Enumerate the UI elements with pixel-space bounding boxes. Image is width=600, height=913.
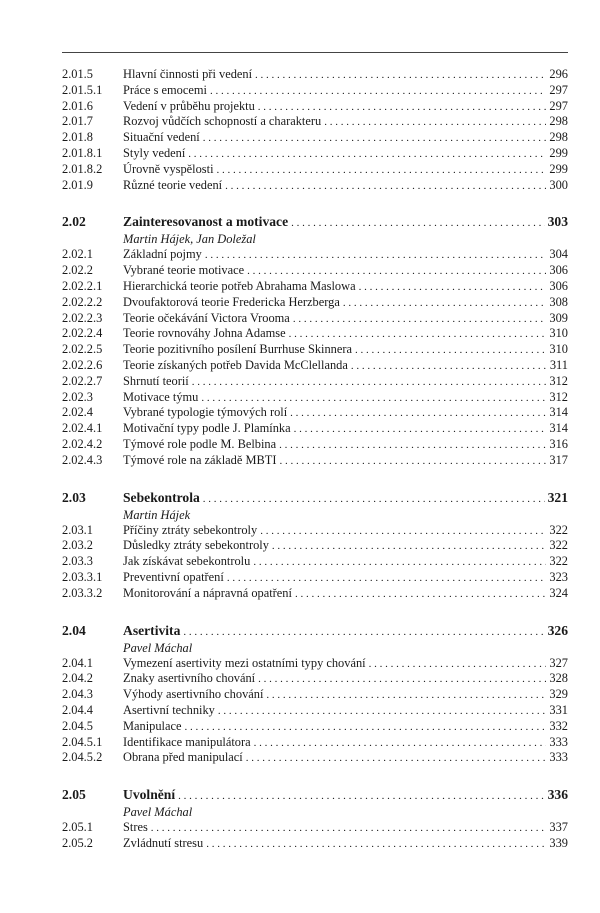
entry-number: 2.02.4.3 — [62, 452, 103, 467]
section-page-number: 321 — [547, 489, 568, 505]
dot-leader — [246, 751, 547, 767]
entry-page-number: 324 — [549, 585, 568, 600]
entry-page-number: 297 — [549, 98, 568, 113]
entry-title: Manipulace — [123, 718, 182, 733]
dot-leader — [359, 280, 547, 296]
dot-leader — [227, 571, 547, 587]
toc-entry — [62, 523, 568, 539]
toc-entry — [62, 311, 568, 327]
entry-title: Teorie rovnováhy Johna Adamse — [123, 326, 286, 341]
entry-page-number: 333 — [549, 734, 568, 749]
toc-entry — [62, 263, 568, 279]
toc-entry — [62, 342, 568, 358]
entry-title: Znaky asertivního chování — [123, 671, 256, 686]
section-spacer — [62, 766, 568, 786]
entry-title: Obrana před manipulací — [123, 750, 243, 765]
entry-number: 2.01.6 — [62, 98, 93, 113]
entry-title: Týmové role podle M. Belbina — [123, 436, 277, 451]
entry-number: 2.02.4.1 — [62, 421, 103, 436]
dot-leader — [253, 555, 546, 571]
entry-page-number: 339 — [549, 835, 568, 850]
entry-title: Vedení v průběhu projektu — [123, 98, 255, 113]
entry-number: 2.03.2 — [62, 538, 93, 553]
dot-leader — [272, 539, 547, 555]
entry-page-number: 300 — [549, 177, 568, 192]
entry-page-number: 322 — [549, 554, 568, 569]
entry-title: Motivační typy podle J. Plamínka — [123, 421, 291, 436]
entry-page-number: 299 — [549, 145, 568, 160]
section-number: 2.04 — [62, 622, 86, 638]
entry-title: Situační vedení — [123, 130, 200, 145]
dot-leader — [324, 115, 546, 131]
dot-leader — [258, 100, 547, 116]
dot-leader — [151, 821, 547, 837]
entry-page-number: 306 — [549, 278, 568, 293]
section-number: 2.05 — [62, 787, 86, 803]
entry-title: Úrovně vyspělosti — [123, 161, 214, 176]
section-author: Pavel Máchal — [123, 805, 193, 820]
toc-entry — [62, 735, 568, 751]
entry-number: 2.02.2.7 — [62, 373, 103, 388]
entry-number: 2.01.5 — [62, 67, 93, 81]
section-number: 2.02 — [62, 214, 86, 230]
section-page-number: 326 — [547, 622, 568, 638]
dot-leader — [183, 623, 544, 641]
toc-entry — [62, 67, 568, 83]
dot-leader — [210, 84, 546, 100]
entry-page-number: 322 — [549, 538, 568, 553]
section-author-row — [62, 231, 568, 247]
entry-page-number: 333 — [549, 750, 568, 765]
section-spacer — [62, 469, 568, 489]
toc-entry — [62, 750, 568, 766]
entry-number: 2.05.2 — [62, 835, 93, 850]
toc-entry — [62, 719, 568, 735]
toc-entry — [62, 295, 568, 311]
entry-number: 2.01.5.1 — [62, 82, 103, 97]
entry-page-number: 310 — [549, 342, 568, 357]
entry-page-number: 323 — [549, 569, 568, 584]
entry-title: Dvoufaktorová teorie Fredericka Herzberga — [123, 294, 340, 309]
toc-entry — [62, 83, 568, 99]
entry-title: Vymezení asertivity mezi ostatními typy chování — [123, 655, 366, 670]
dot-leader — [203, 490, 545, 508]
entry-page-number: 312 — [549, 373, 568, 388]
dot-leader — [201, 391, 546, 407]
entry-page-number: 297 — [549, 82, 568, 97]
entry-page-number: 296 — [549, 67, 568, 81]
entry-title: Jak získávat sebekontrolu — [123, 554, 251, 569]
entry-number: 2.04.5.2 — [62, 750, 103, 765]
dot-leader — [294, 422, 547, 438]
section-title: Asertivita — [123, 622, 181, 638]
entry-number: 2.03.3.2 — [62, 585, 103, 600]
toc-entry — [62, 405, 568, 421]
dot-leader — [260, 524, 546, 540]
dot-leader — [255, 68, 546, 84]
entry-page-number: 337 — [549, 820, 568, 835]
entry-page-number: 306 — [549, 263, 568, 278]
dot-leader — [185, 720, 547, 736]
section-page-number: 336 — [547, 787, 568, 803]
toc-entry — [62, 247, 568, 263]
toc-entry — [62, 836, 568, 852]
author-indent — [62, 640, 123, 656]
toc-entry — [62, 178, 568, 194]
entry-number: 2.03.3 — [62, 554, 93, 569]
entry-title: Identifikace manipulátora — [123, 734, 251, 749]
section-heading — [62, 786, 568, 804]
entry-page-number: 329 — [549, 687, 568, 702]
entry-title: Monitorování a nápravná opatření — [123, 585, 292, 600]
dot-leader — [247, 264, 546, 280]
entry-page-number: 309 — [549, 310, 568, 325]
entry-number: 2.02.2.5 — [62, 342, 103, 357]
entry-number: 2.01.7 — [62, 114, 93, 129]
entry-page-number: 308 — [549, 294, 568, 309]
entry-number: 2.03.1 — [62, 522, 93, 537]
entry-number: 2.05.1 — [62, 820, 93, 835]
toc-entry — [62, 114, 568, 130]
entry-page-number: 310 — [549, 326, 568, 341]
dot-leader — [218, 704, 547, 720]
section-author-row — [62, 507, 568, 523]
dot-leader — [178, 787, 544, 805]
toc-entry — [62, 146, 568, 162]
dot-leader — [266, 688, 546, 704]
entry-title: Motivace týmu — [123, 389, 199, 404]
dot-leader — [355, 343, 546, 359]
entry-title: Teorie pozitivního posílení Burrhuse Skinnera — [123, 342, 353, 357]
author-indent — [62, 507, 123, 523]
entry-title: Stres — [123, 820, 148, 835]
toc-entry — [62, 671, 568, 687]
toc-entry — [62, 453, 568, 469]
dot-leader — [203, 131, 547, 147]
entry-page-number: 311 — [549, 357, 568, 372]
dot-leader — [188, 147, 546, 163]
entry-page-number: 331 — [549, 702, 568, 717]
entry-title: Hlavní činnosti při vedení — [123, 67, 253, 81]
entry-page-number: 332 — [549, 718, 568, 733]
entry-number: 2.04.5 — [62, 718, 93, 733]
author-indent — [62, 804, 123, 820]
author-indent — [62, 231, 123, 247]
dot-leader — [290, 406, 546, 422]
dot-leader — [254, 736, 547, 752]
section-author: Pavel Máchal — [123, 640, 193, 655]
section-title: Sebekontrola — [123, 489, 200, 505]
section-heading — [62, 489, 568, 507]
entry-number: 2.02.4.2 — [62, 436, 103, 451]
entry-number: 2.04.3 — [62, 687, 93, 702]
entry-number: 2.03.3.1 — [62, 569, 103, 584]
entry-page-number: 316 — [549, 436, 568, 451]
entry-number: 2.04.4 — [62, 702, 93, 717]
entry-title: Styly vedení — [123, 145, 186, 160]
entry-number: 2.02.2.2 — [62, 294, 103, 309]
entry-title: Asertivní techniky — [123, 702, 215, 717]
dot-leader — [205, 248, 547, 264]
section-heading — [62, 622, 568, 640]
section-spacer — [62, 193, 568, 213]
toc-entry — [62, 99, 568, 115]
toc-entry — [62, 130, 568, 146]
section-title: Zainteresovanost a motivace — [123, 214, 289, 230]
dot-leader — [289, 327, 547, 343]
entry-number: 2.04.1 — [62, 655, 93, 670]
entry-page-number: 328 — [549, 671, 568, 686]
section-author-row — [62, 804, 568, 820]
entry-title: Základní pojmy — [123, 247, 202, 262]
entry-number: 2.01.8 — [62, 130, 93, 145]
entry-title: Rozvoj vůdčích schopností a charakteru — [123, 114, 322, 129]
dot-leader — [279, 454, 546, 470]
table-of-contents — [62, 67, 568, 852]
dot-leader — [192, 375, 547, 391]
toc-entry — [62, 358, 568, 374]
dot-leader — [291, 214, 544, 232]
entry-title: Teorie očekávání Victora Vrooma — [123, 310, 290, 325]
entry-page-number: 317 — [549, 452, 568, 467]
top-rule — [62, 52, 568, 53]
toc-entry — [62, 656, 568, 672]
section-heading — [62, 213, 568, 231]
toc-entry — [62, 554, 568, 570]
entry-number: 2.01.9 — [62, 177, 93, 192]
toc-entry — [62, 570, 568, 586]
dot-leader — [206, 837, 546, 853]
entry-number: 2.01.8.1 — [62, 145, 103, 160]
dot-leader — [295, 587, 546, 603]
entry-title: Příčiny ztráty sebekontroly — [123, 522, 258, 537]
entry-number: 2.02.1 — [62, 247, 93, 262]
section-author-row — [62, 640, 568, 656]
dot-leader — [279, 438, 546, 454]
section-author: Martin Hájek, Jan Doležal — [123, 232, 256, 247]
entry-number: 2.02.2.4 — [62, 326, 103, 341]
dot-leader — [217, 163, 547, 179]
toc-entry — [62, 326, 568, 342]
entry-page-number: 298 — [549, 130, 568, 145]
toc-entry — [62, 390, 568, 406]
entry-number: 2.02.2.1 — [62, 278, 103, 293]
entry-title: Preventivní opatření — [123, 569, 224, 584]
dot-leader — [351, 359, 547, 375]
entry-title: Vybrané teorie motivace — [123, 263, 245, 278]
entry-number: 2.04.2 — [62, 671, 93, 686]
entry-page-number: 298 — [549, 114, 568, 129]
entry-number: 2.01.8.2 — [62, 161, 103, 176]
dot-leader — [258, 672, 546, 688]
entry-page-number: 322 — [549, 522, 568, 537]
entry-title: Zvládnutí stresu — [123, 835, 204, 850]
entry-page-number: 312 — [549, 389, 568, 404]
entry-title: Důsledky ztráty sebekontroly — [123, 538, 269, 553]
entry-title: Různé teorie vedení — [123, 177, 223, 192]
entry-number: 2.02.2 — [62, 263, 93, 278]
entry-title: Hierarchická teorie potřeb Abrahama Maslowa — [123, 278, 356, 293]
entry-page-number: 314 — [549, 405, 568, 420]
dot-leader — [343, 296, 547, 312]
entry-page-number: 314 — [549, 421, 568, 436]
entry-title: Výhody asertivního chování — [123, 687, 264, 702]
dot-leader — [225, 179, 546, 195]
toc-entry — [62, 586, 568, 602]
dot-leader — [369, 657, 547, 673]
toc-entry — [62, 538, 568, 554]
entry-title: Vybrané typologie týmových rolí — [123, 405, 288, 420]
entry-number: 2.02.2.3 — [62, 310, 103, 325]
entry-number: 2.02.4 — [62, 405, 93, 420]
entry-title: Shrnutí teorií — [123, 373, 189, 388]
entry-title: Práce s emocemi — [123, 82, 207, 97]
section-number: 2.03 — [62, 489, 86, 505]
toc-entry — [62, 421, 568, 437]
toc-entry — [62, 820, 568, 836]
entry-number: 2.02.2.6 — [62, 357, 103, 372]
dot-leader — [293, 312, 547, 328]
section-page-number: 303 — [547, 214, 568, 230]
entry-number: 2.02.3 — [62, 389, 93, 404]
entry-number: 2.04.5.1 — [62, 734, 103, 749]
toc-entry — [62, 374, 568, 390]
toc-entry — [62, 279, 568, 295]
entry-title: Teorie získaných potřeb Davida McClellanda — [123, 357, 348, 372]
section-title: Uvolnění — [123, 787, 176, 803]
entry-page-number: 304 — [549, 247, 568, 262]
toc-entry — [62, 703, 568, 719]
section-spacer — [62, 602, 568, 622]
toc-entry — [62, 437, 568, 453]
toc-entry — [62, 162, 568, 178]
entry-page-number: 327 — [549, 655, 568, 670]
entry-page-number: 299 — [549, 161, 568, 176]
section-author: Martin Hájek — [123, 507, 191, 522]
toc-entry — [62, 687, 568, 703]
entry-title: Týmové role na základě MBTI — [123, 452, 277, 467]
